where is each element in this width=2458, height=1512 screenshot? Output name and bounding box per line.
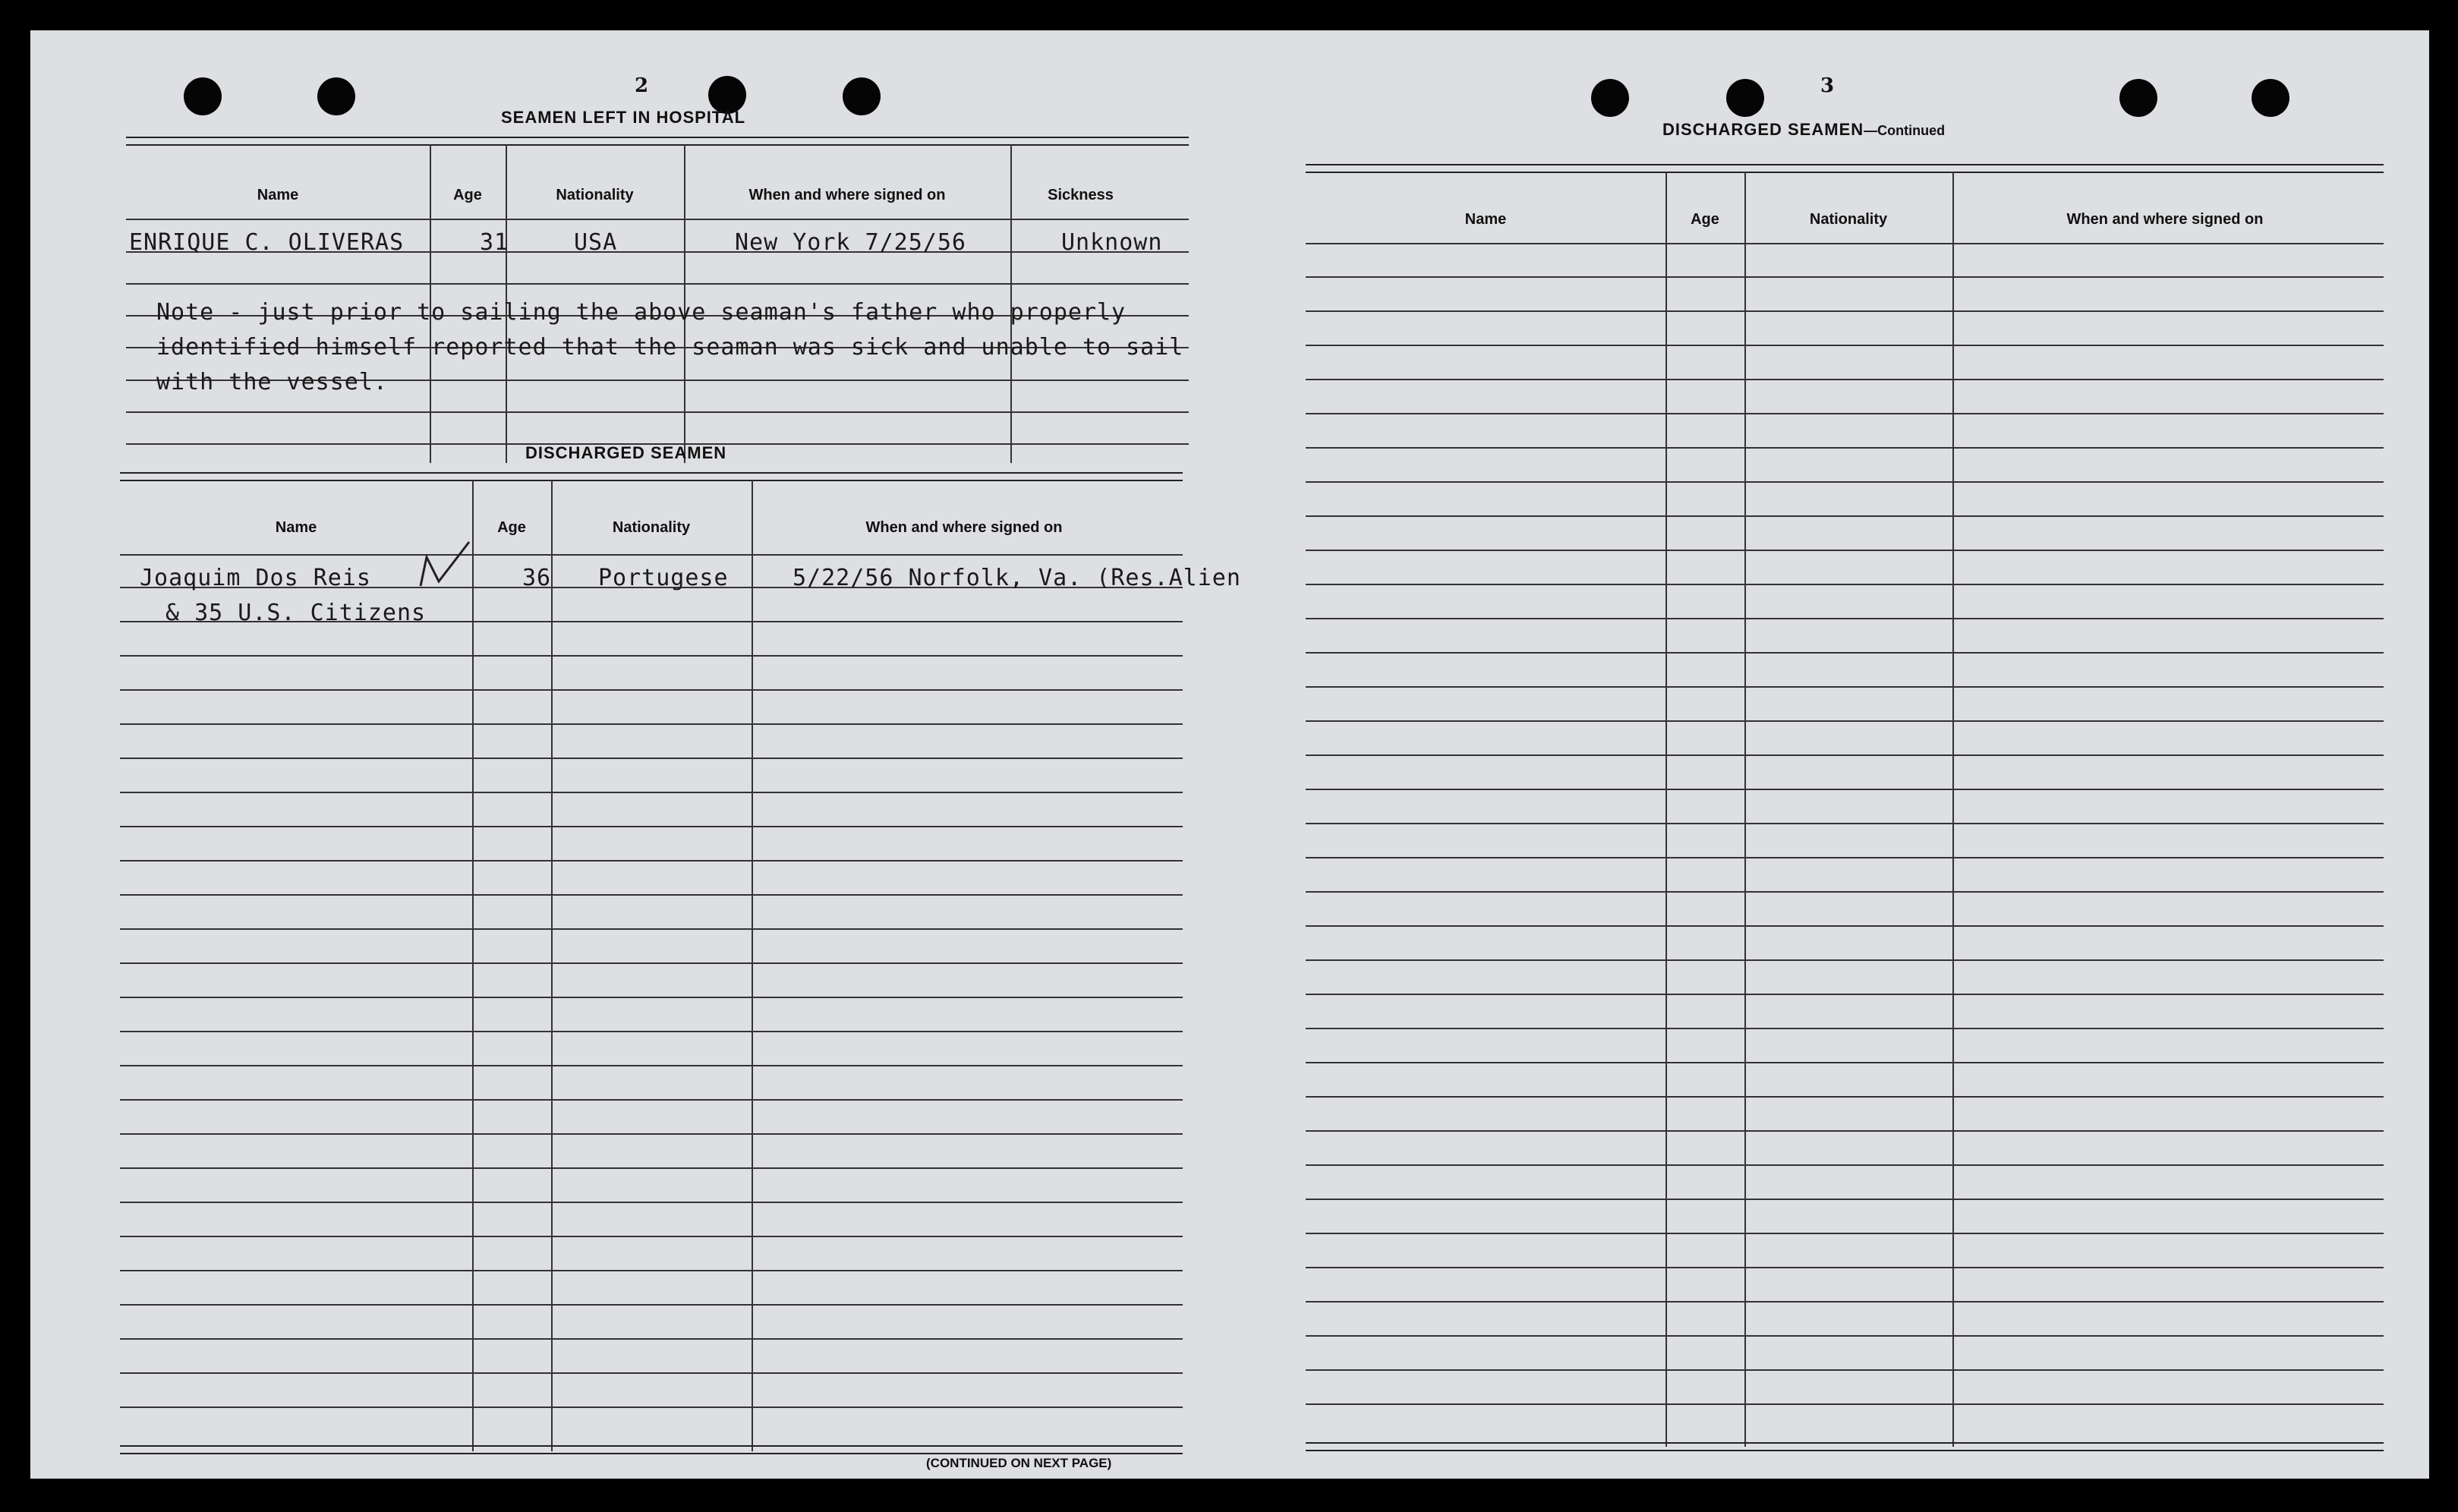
col-header-name: Name — [275, 519, 317, 536]
page-number: 2 — [635, 74, 649, 97]
section-title-suffix: —Continued — [1864, 123, 1946, 138]
punch-hole — [1591, 79, 1629, 117]
hospital-age: 31 — [480, 229, 509, 256]
col-header-sickness: Sickness — [1048, 187, 1114, 203]
punch-hole — [2119, 79, 2157, 117]
hospital-signed-on: New York 7/25/56 — [735, 229, 966, 256]
discharged-nationality: Portugese — [598, 565, 729, 591]
hospital-nationality: USA — [574, 229, 618, 256]
discharged-signed-on: 5/22/56 Norfolk, Va. (Res.Alien — [793, 565, 1241, 591]
section-title-text: DISCHARGED SEAMEN — [1662, 120, 1864, 139]
continued-footer: (CONTINUED ON NEXT PAGE) — [926, 1456, 1112, 1470]
note-line: with the vessel. — [156, 369, 388, 395]
col-header-signed-on: When and where signed on — [2066, 211, 2264, 228]
manifest-page — [30, 30, 2429, 1479]
hospital-name: ENRIQUE C. OLIVERAS — [129, 229, 405, 256]
col-header-nationality: Nationality — [612, 519, 691, 536]
col-header-nationality: Nationality — [556, 187, 634, 203]
hospital-section-title: SEAMEN LEFT IN HOSPITAL — [501, 108, 746, 127]
col-header-age: Age — [453, 187, 482, 203]
punch-hole — [317, 77, 355, 115]
col-header-nationality: Nationality — [1809, 211, 1888, 228]
discharged-continued-table — [1306, 164, 2384, 1454]
punch-hole — [843, 77, 881, 115]
col-header-age: Age — [1691, 211, 1719, 228]
page-number: 3 — [1820, 74, 1835, 97]
col-header-age: Age — [497, 519, 526, 536]
punch-hole — [1726, 79, 1764, 117]
continued-section-title — [1662, 120, 1945, 140]
discharged-table — [120, 472, 1241, 1470]
col-header-name: Name — [1464, 211, 1507, 228]
discharged-age: 36 — [522, 565, 552, 591]
note-line: Note - just prior to sailing the above seaman's father who properly — [156, 299, 1127, 326]
hospital-sickness: Unknown — [1061, 229, 1163, 256]
col-header-name: Name — [257, 187, 299, 203]
discharged-name: Joaquim Dos Reis — [140, 565, 371, 591]
check-mark-icon — [416, 540, 477, 589]
discharged-name: & 35 U.S. Citizens — [165, 600, 427, 626]
col-header-signed-on: When and where signed on — [748, 187, 946, 203]
discharged-section-title: DISCHARGED SEAMEN — [525, 443, 727, 462]
punch-hole — [2252, 79, 2289, 117]
note-line: identified himself reported that the seaman was sick and unable to sail — [156, 334, 1184, 361]
punch-hole — [184, 77, 222, 115]
hospital-table — [126, 137, 1189, 463]
col-header-signed-on: When and where signed on — [865, 519, 1063, 536]
